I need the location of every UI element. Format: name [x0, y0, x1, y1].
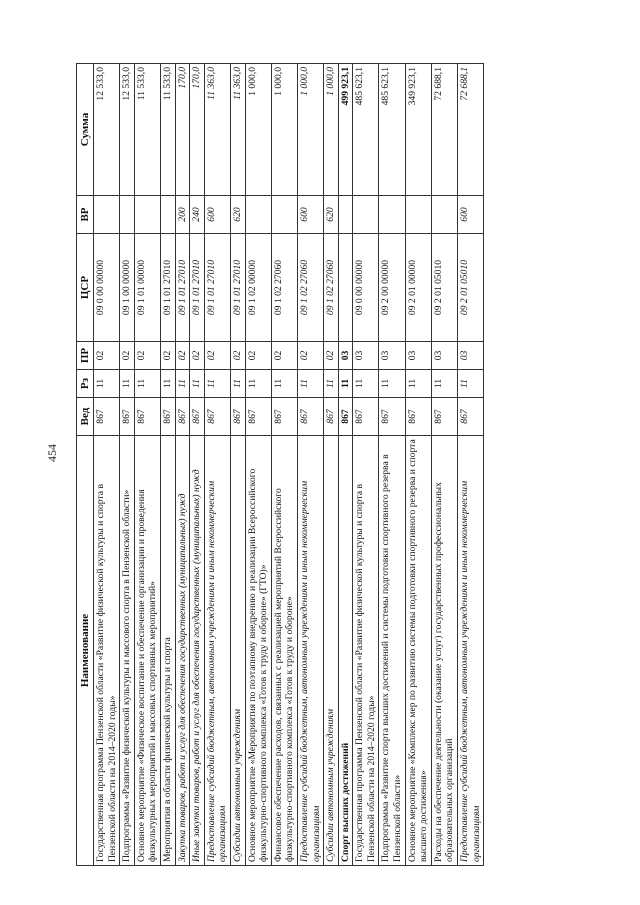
row-pr: 02 — [230, 342, 245, 370]
row-sum: 1 000,0 — [245, 64, 271, 196]
row-pr: 02 — [190, 342, 205, 370]
row-rz: 11 — [120, 370, 135, 398]
budget-table-sheet — [76, 64, 612, 866]
row-vr — [94, 196, 120, 234]
row-vr: 600 — [204, 196, 230, 234]
header-pr: ПР — [77, 342, 94, 370]
row-sum: 170,0 — [175, 64, 190, 196]
row-csr: 09 1 01 27010 — [160, 234, 175, 342]
row-csr — [338, 234, 353, 342]
row-rz: 11 — [379, 370, 405, 398]
table-row — [379, 64, 405, 866]
row-sum: 349 923,1 — [405, 64, 431, 196]
table-row — [405, 64, 431, 866]
row-csr: 09 1 01 27010 — [190, 234, 205, 342]
row-pr: 02 — [160, 342, 175, 370]
row-sum: 11 363,0 — [230, 64, 245, 196]
row-vr — [134, 196, 160, 234]
row-rz: 11 — [353, 370, 379, 398]
row-csr: 09 1 00 00000 — [120, 234, 135, 342]
row-ved: 867 — [431, 398, 457, 436]
header-vr: ВР — [77, 196, 94, 234]
row-sum: 12 533,0 — [120, 64, 135, 196]
row-name: Субсидии автономным учреждениям — [324, 436, 339, 866]
row-pr: 03 — [338, 342, 353, 370]
row-sum: 12 533,0 — [94, 64, 120, 196]
table-row — [134, 64, 160, 866]
row-rz: 11 — [94, 370, 120, 398]
table-row — [94, 64, 120, 866]
table-row — [204, 64, 230, 866]
row-rz: 11 — [458, 370, 484, 398]
row-ved: 867 — [120, 398, 135, 436]
row-rz: 11 — [297, 370, 323, 398]
header-sum: Сумма — [77, 64, 94, 196]
row-rz: 11 — [245, 370, 271, 398]
row-name: Предоставление субсидий бюджетным, автономным учреждениям и иным некоммерческим организациям — [297, 436, 323, 866]
row-ved: 867 — [245, 398, 271, 436]
row-name: Расходы на обеспечение деятельности (оказание услуг) государственных профессиональных образовательных организаций — [431, 436, 457, 866]
table-row — [245, 64, 271, 866]
row-pr: 03 — [405, 342, 431, 370]
row-ved: 867 — [353, 398, 379, 436]
row-ved: 867 — [271, 398, 297, 436]
row-sum: 1 000,0 — [297, 64, 323, 196]
row-ved: 867 — [230, 398, 245, 436]
table-row — [230, 64, 245, 866]
row-csr: 09 0 00 00000 — [353, 234, 379, 342]
table-row — [353, 64, 379, 866]
row-csr: 09 1 01 27010 — [204, 234, 230, 342]
row-name: Подпрограмма «Развитие спорта высших достижений и системы подготовки спортивного резерва в Пензенской области» — [379, 436, 405, 866]
row-name: Основное мероприятие «Комплекс мер по развитию системы подготовки спортивного резерва и спорта высшего достижения» — [405, 436, 431, 866]
row-ved: 867 — [204, 398, 230, 436]
row-rz: 11 — [134, 370, 160, 398]
row-ved: 867 — [134, 398, 160, 436]
row-pr: 03 — [458, 342, 484, 370]
row-sum: 11 533,0 — [134, 64, 160, 196]
row-sum: 1 000,0 — [271, 64, 297, 196]
row-vr: 620 — [230, 196, 245, 234]
row-pr: 02 — [120, 342, 135, 370]
row-vr — [271, 196, 297, 234]
header-name: Наименование — [77, 436, 94, 866]
budget-table — [76, 63, 484, 866]
row-sum: 170,0 — [190, 64, 205, 196]
row-ved: 867 — [190, 398, 205, 436]
row-name: Предоставление субсидий бюджетным, автономным учреждениям и иным некоммерческим организациям — [458, 436, 484, 866]
row-name: Спорт высших достижений — [338, 436, 353, 866]
row-name: Закупка товаров, работ и услуг для обеспечения государственных (муниципальных) нужд — [175, 436, 190, 866]
row-vr — [160, 196, 175, 234]
row-rz: 11 — [271, 370, 297, 398]
row-ved: 867 — [338, 398, 353, 436]
row-ved: 867 — [160, 398, 175, 436]
row-vr — [353, 196, 379, 234]
row-name: Подпрограмма «Развитие физической культуры и массового спорта в Пензенской области» — [120, 436, 135, 866]
table-row — [120, 64, 135, 866]
row-vr: 600 — [297, 196, 323, 234]
row-rz: 11 — [431, 370, 457, 398]
row-sum: 72 688,1 — [431, 64, 457, 196]
row-vr — [245, 196, 271, 234]
row-sum: 11 533,0 — [160, 64, 175, 196]
row-vr — [338, 196, 353, 234]
row-vr: 620 — [324, 196, 339, 234]
row-vr: 200 — [175, 196, 190, 234]
row-rz: 11 — [405, 370, 431, 398]
row-sum: 1 000,0 — [324, 64, 339, 196]
row-pr: 02 — [324, 342, 339, 370]
table-row — [458, 64, 484, 866]
row-name: Основное мероприятие «Физическое воспитание и обеспечение организации и проведения физкультурных мероприятий и массовых спортивных мероприятий» — [134, 436, 160, 866]
row-rz: 11 — [338, 370, 353, 398]
row-rz: 11 — [204, 370, 230, 398]
row-vr — [405, 196, 431, 234]
row-name: Предоставление субсидий бюджетным, автономным учреждениям и иным некоммерческим организациям — [204, 436, 230, 866]
row-pr: 02 — [271, 342, 297, 370]
row-vr: 240 — [190, 196, 205, 234]
row-pr: 02 — [204, 342, 230, 370]
row-pr: 02 — [297, 342, 323, 370]
row-vr — [379, 196, 405, 234]
header-ved: Вед — [77, 398, 94, 436]
row-pr: 03 — [431, 342, 457, 370]
row-name: Мероприятия в области физической культуры и спорта — [160, 436, 175, 866]
row-pr: 03 — [353, 342, 379, 370]
row-csr: 09 1 01 00000 — [134, 234, 160, 342]
row-csr: 09 2 00 00000 — [379, 234, 405, 342]
row-csr: 09 2 01 05010 — [431, 234, 457, 342]
row-csr: 09 1 01 27010 — [175, 234, 190, 342]
row-name: Основное мероприятие «Мероприятия по поэтапному внедрению и реализации Всероссийского физкультурно-спортивного комплекса «Готов к труду и обороне» (ГТО)» — [245, 436, 271, 866]
row-csr: 09 2 01 00000 — [405, 234, 431, 342]
row-pr: 02 — [94, 342, 120, 370]
row-csr: 09 2 01 05010 — [458, 234, 484, 342]
table-row — [338, 64, 353, 866]
table-row — [175, 64, 190, 866]
row-rz: 11 — [324, 370, 339, 398]
table-header-row — [77, 64, 94, 866]
row-ved: 867 — [405, 398, 431, 436]
row-ved: 867 — [297, 398, 323, 436]
page-number: 454 — [45, 444, 59, 462]
table-row — [431, 64, 457, 866]
row-pr: 02 — [245, 342, 271, 370]
header-rz: Рз — [77, 370, 94, 398]
row-vr — [431, 196, 457, 234]
header-csr: ЦСР — [77, 234, 94, 342]
row-name: Финансовое обеспечение расходов, связанных с реализацией мероприятий Всероссийского физкультурно-спортивного комплекса «Готов к труду и обороне» — [271, 436, 297, 866]
row-ved: 867 — [458, 398, 484, 436]
row-rz: 11 — [175, 370, 190, 398]
row-pr: 03 — [379, 342, 405, 370]
row-sum: 11 363,0 — [204, 64, 230, 196]
table-row — [297, 64, 323, 866]
row-name: Иные закупки товаров, работ и услуг для обеспечения государственных (муниципальных) нужд — [190, 436, 205, 866]
row-csr: 09 0 00 00000 — [94, 234, 120, 342]
row-vr — [120, 196, 135, 234]
row-rz: 11 — [230, 370, 245, 398]
row-sum: 72 688,1 — [458, 64, 484, 196]
table-row — [160, 64, 175, 866]
row-name: Субсидии автономным учреждениям — [230, 436, 245, 866]
row-csr: 09 1 02 27060 — [297, 234, 323, 342]
row-csr: 09 1 02 27060 — [271, 234, 297, 342]
row-name: Государственная программа Пензенской области «Развитие физической культуры и спорта в Пензенской области на 2014–2020 годы» — [94, 436, 120, 866]
row-ved: 867 — [379, 398, 405, 436]
table-row — [271, 64, 297, 866]
row-vr: 600 — [458, 196, 484, 234]
row-name: Государственная программа Пензенской области «Развитие физической культуры и спорта в Пензенской области на 2014–2020 годы» — [353, 436, 379, 866]
row-sum: 499 923,1 — [338, 64, 353, 196]
row-ved: 867 — [175, 398, 190, 436]
row-pr: 02 — [134, 342, 160, 370]
row-ved: 867 — [324, 398, 339, 436]
row-ved: 867 — [94, 398, 120, 436]
row-sum: 485 623,1 — [353, 64, 379, 196]
row-csr: 09 1 02 00000 — [245, 234, 271, 342]
row-rz: 11 — [160, 370, 175, 398]
row-rz: 11 — [190, 370, 205, 398]
row-csr: 09 1 02 27060 — [324, 234, 339, 342]
table-row — [190, 64, 205, 866]
table-row — [324, 64, 339, 866]
row-sum: 485 623,1 — [379, 64, 405, 196]
row-csr: 09 1 01 27010 — [230, 234, 245, 342]
row-pr: 02 — [175, 342, 190, 370]
